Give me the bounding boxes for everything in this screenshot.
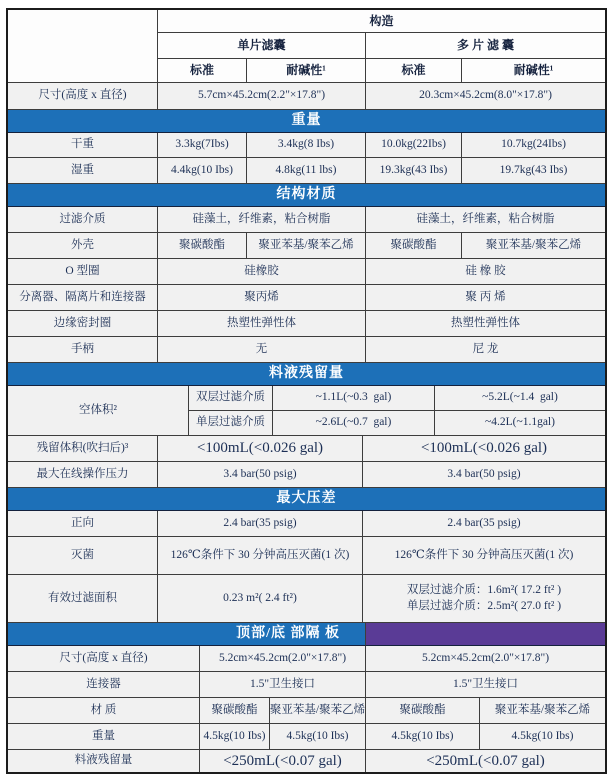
table-row — [8, 133, 605, 158]
cell-value: 19.3kg(43 Ibs) — [366, 158, 462, 184]
cell-value: <250mL(<0.07 gal) — [366, 750, 605, 772]
table-row — [8, 386, 605, 436]
table-row — [8, 672, 605, 698]
cell-value: 126℃条件下 30 分钟高压灭菌(1 次) — [158, 537, 363, 575]
row-label-connector: 连接器 — [8, 672, 200, 698]
section-banner-weight: 重量 — [8, 110, 605, 133]
cell-value: 4.4kg(10 Ibs) — [158, 158, 247, 184]
cell-value: 4.8kg(11 lbs) — [247, 158, 366, 184]
column-header-construction: 构造 — [158, 10, 605, 33]
cell-value: 热塑性弹性体 — [158, 311, 366, 337]
row-label-plate-material: 材 质 — [8, 698, 200, 724]
cell-value: 硅 橡 胶 — [366, 259, 605, 285]
row-label-max-inline-pressure: 最大在线操作压力 — [8, 462, 158, 488]
cell-value: 硅橡胶 — [158, 259, 366, 285]
cell-value: <250mL(<0.07 gal) — [200, 750, 366, 772]
table-row — [8, 10, 605, 83]
cell-value: 聚亚苯基/聚苯乙烯 — [247, 233, 366, 259]
row-label-wet-weight: 湿重 — [8, 158, 158, 184]
table-row — [8, 184, 605, 207]
column-header-single-capsule: 单片滤囊 — [158, 33, 366, 59]
cell-value: 无 — [158, 337, 366, 363]
cell-value: 5.7cm×45.2cm(2.2"×17.8") — [158, 83, 366, 110]
row-label-plate-liquid-residue: 料液残留量 — [8, 750, 200, 772]
cell-value: 10.0kg(22Ibs) — [366, 133, 462, 158]
column-header-alkali-2: 耐碱性¹ — [462, 59, 605, 83]
table-row — [8, 285, 605, 311]
row-label-o-ring: O 型圈 — [8, 259, 158, 285]
row-label-sterilization: 灭菌 — [8, 537, 158, 575]
cell-value: 聚 丙 烯 — [366, 285, 605, 311]
cell-value: 126℃条件下 30 分钟高压灭菌(1 次) — [363, 537, 605, 575]
cell-value: 1.5"卫生接口 — [200, 672, 366, 698]
row-label-effective-area: 有效过滤面积 — [8, 575, 158, 623]
row-label-dimensions: 尺寸(高度 x 直径) — [8, 83, 158, 110]
cell-value: 聚亚苯基/聚苯乙烯 — [462, 233, 605, 259]
cell-value: 热塑性弹性体 — [366, 311, 605, 337]
cell-value: 4.5kg(10 Ibs) — [270, 724, 366, 750]
table-row — [8, 750, 605, 772]
cell-value: 4.5kg(10 Ibs) — [480, 724, 605, 750]
cell-value: 19.7kg(43 Ibs) — [462, 158, 605, 184]
table-row — [8, 259, 605, 285]
construction-header-group — [158, 10, 605, 83]
row-label-dry-weight: 干重 — [8, 133, 158, 158]
cell-value: 5.2cm×45.2cm(2.0"×17.8") — [366, 646, 605, 672]
row-label-empty-volume: 空体积² — [8, 386, 189, 436]
table-row — [8, 488, 605, 511]
cell-value: ~1.1L(~0.3 gal) — [273, 386, 435, 411]
row-label-edge-seal: 边缘密封圈 — [8, 311, 158, 337]
column-header-multi-capsule: 多 片 滤 囊 — [366, 33, 605, 59]
cell-value: 硅藻土，纤维素，粘合树脂 — [366, 207, 605, 233]
banner-purple-block — [366, 623, 605, 646]
table-row — [8, 511, 605, 537]
cell-value: 3.4 bar(50 psig) — [158, 462, 363, 488]
column-header-alkali-1: 耐碱性¹ — [247, 59, 366, 83]
row-label-plate-dimensions: 尺寸(高度 x 直径) — [8, 646, 200, 672]
cell-value: 3.4 bar(50 psig) — [363, 462, 605, 488]
section-banner-max-differential: 最大压差 — [8, 488, 605, 511]
cell-value: <100mL(<0.026 gal) — [158, 436, 363, 462]
column-header-standard-2: 标准 — [366, 59, 462, 83]
row-label-residual-volume: 残留体积(吹扫后)³ — [8, 436, 158, 462]
cell-value: 聚碳酸酯 — [158, 233, 247, 259]
cell-value: 尼 龙 — [366, 337, 605, 363]
cell-value: 聚碳酸酯 — [366, 698, 480, 724]
table-row — [8, 110, 605, 133]
cell-value: 聚丙烯 — [158, 285, 366, 311]
table-row — [8, 537, 605, 575]
table-row — [158, 59, 605, 83]
table-row — [8, 575, 605, 623]
table-row — [8, 646, 605, 672]
sub-row-label-double-layer: 双层过滤介质 — [189, 386, 273, 411]
table-row — [8, 698, 605, 724]
row-label-separators: 分离器、隔离片和连接器 — [8, 285, 158, 311]
cell-value: 2.4 bar(35 psig) — [158, 511, 363, 537]
table-row — [8, 724, 605, 750]
cell-value: 3.4kg(8 Ibs) — [247, 133, 366, 158]
cell-value: 2.4 bar(35 psig) — [363, 511, 605, 537]
table-row — [8, 311, 605, 337]
cell-value: 5.2cm×45.2cm(2.0"×17.8") — [200, 646, 366, 672]
cell-value: 聚亚苯基/聚苯乙烯 — [270, 698, 366, 724]
table-row — [8, 83, 605, 110]
cell-value: 聚碳酸酯 — [366, 233, 462, 259]
cell-value: ~4.2L(~1.1gal) — [435, 411, 605, 436]
cell-value: 10.7kg(24Ibs) — [462, 133, 605, 158]
table-row — [189, 411, 605, 436]
row-label-plate-weight: 重量 — [8, 724, 200, 750]
spec-table — [6, 8, 607, 774]
cell-value: 1.5"卫生接口 — [366, 672, 605, 698]
cell-value: 20.3cm×45.2cm(8.0"×17.8") — [366, 83, 605, 110]
corner-blank-cell — [8, 10, 158, 83]
table-row — [8, 623, 605, 646]
section-banner-materials: 结构材质 — [8, 184, 605, 207]
row-label-shell: 外壳 — [8, 233, 158, 259]
column-header-standard-1: 标准 — [158, 59, 247, 83]
table-row — [189, 386, 605, 411]
table-row — [158, 10, 605, 33]
cell-value: 3.3kg(7Ibs) — [158, 133, 247, 158]
cell-value: 0.23 m²( 2.4 ft²) — [158, 575, 363, 623]
table-row — [8, 233, 605, 259]
table-row — [8, 337, 605, 363]
empty-volume-subgroup — [189, 386, 605, 436]
table-row — [8, 158, 605, 184]
table-row — [8, 207, 605, 233]
section-banner-top-bottom-plate: 顶部/底 部隔 板 — [8, 623, 366, 646]
table-row — [8, 436, 605, 462]
table-row — [158, 33, 605, 59]
cell-value: <100mL(<0.026 gal) — [363, 436, 605, 462]
cell-value: 4.5kg(10 Ibs) — [200, 724, 270, 750]
table-row — [8, 462, 605, 488]
cell-value-multiline: 双层过滤介质：1.6m²( 17.2 ft² ) 单层过滤介质：2.5m²( 27.0 ft² ) — [363, 575, 605, 623]
cell-value: 聚亚苯基/聚苯乙烯 — [480, 698, 605, 724]
cell-value: 4.5kg(10 Ibs) — [366, 724, 480, 750]
row-label-forward: 正向 — [8, 511, 158, 537]
cell-value: ~2.6L(~0.7 gal) — [273, 411, 435, 436]
row-label-handle: 手柄 — [8, 337, 158, 363]
section-banner-liquid-residue: 料液残留量 — [8, 363, 605, 386]
sub-row-label-single-layer: 单层过滤介质 — [189, 411, 273, 436]
table-row — [8, 363, 605, 386]
cell-value: 硅藻土，纤维素，粘合树脂 — [158, 207, 366, 233]
cell-value: ~5.2L(~1.4 gal) — [435, 386, 605, 411]
row-label-filter-media: 过滤介质 — [8, 207, 158, 233]
cell-value: 聚碳酸酯 — [200, 698, 270, 724]
